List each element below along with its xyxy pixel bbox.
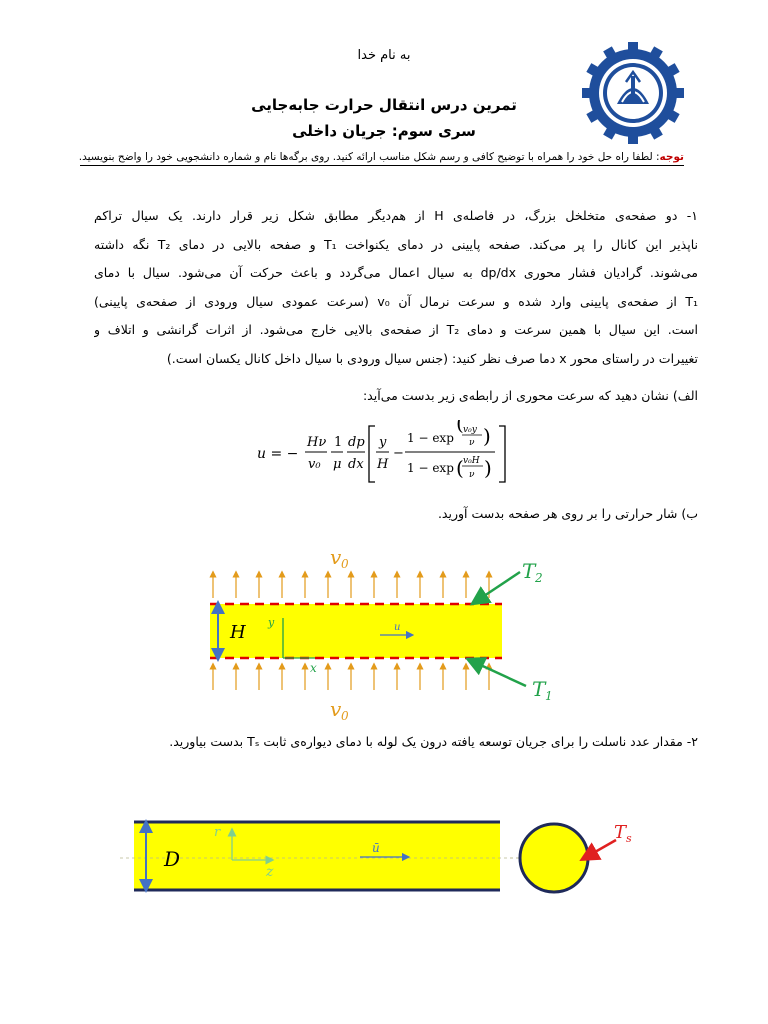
ts-pointer-arrow [588,840,616,856]
z-axis-label: z [266,864,274,880]
eq-lhs: u = − [257,446,299,462]
eq-frac3-den: dx [348,457,364,472]
pipe-fluid [134,822,500,890]
eq-paren: ( [456,420,464,435]
eq-big-num: 1 − exp [407,431,454,445]
t2-pointer-arrow [478,572,520,600]
eq-paren: ) [483,424,491,448]
problem1-line: T₁ از صفحه‌ی پایینی وارد شده و سرعت نرمال آن v₀ (سرعت عمودی سیال ورودی از صفحه‌ی پایینی) [94,293,698,309]
problem1-line: ناپذیر این کانال را پر می‌کند. صفحه پایینی در دمای یکنواخت T₁ و صفحه بالایی در دمای T₂ نگه داشته [94,236,698,252]
top-outflow-arrows [213,574,489,598]
x-axis-label: x [310,661,317,675]
v0-bottom-label: v [330,697,342,721]
t1-sub: 1 [545,689,553,703]
t1-pointer-arrow [474,662,526,686]
bottom-inflow-arrows [213,666,489,690]
eq-frac2-num: 1 [334,435,343,450]
channel-fluid [210,604,502,658]
eq-inner-num-top: v₀y [463,425,477,435]
pipe-cross-section [520,824,588,892]
ts-sub: s [626,832,632,845]
problem1-line: ۱- دو صفحه‌ی متخلخل بزرگ، در فاصله‌ی H از هم‌دیگر مطابق شکل زیر قرار دارند. یک سیال تراکم [94,208,698,223]
u-label: u [394,622,401,633]
h-label: H [230,622,246,643]
velocity-equation [255,420,515,486]
eq-frac2-den: μ [333,457,342,472]
problem1-part-b: ب) شار حرارتی را بر روی هر صفحه بدست آورید. [437,506,698,521]
y-axis-label: y [268,616,275,629]
problem1-line: می‌شوند. گرادیان فشار محوری dp/dx به سیال اعمال می‌گردد و باعث حرکت آن می‌شود. سیال با دمای [94,265,698,280]
v0-top-label: v [330,545,342,569]
t2-label: T [522,559,536,583]
problem2-text: ۲- مقدار عدد ناسلت را برای جریان توسعه یافته درون یک لوله با دمای دیواره‌ی ثابت Tₛ بدست بیاورید. [169,734,698,749]
eq-yh-den: H [377,457,389,472]
eq-yh-num: y [379,435,387,450]
course-title: تمرین درس انتقال حرارت جابه‌جایی [251,96,517,114]
instruction-note [80,151,684,166]
note-text: : لطفا راه حل خود را همراه با توضیح کافی و رسم شکل مناسب ارائه کنید. روی برگه‌ها نام و شماره دانشجویی خود را واضح بنویسید. [78,151,660,163]
problem1-part-a: الف) نشان دهید که سرعت محوری از رابطه‌ی زیر بدست می‌آید: [362,388,698,403]
eq-frac1-den: v₀ [308,457,321,472]
eq-inner-num-bot: ν [469,438,475,448]
problem1-line: است. این سیال با همین سرعت و دمای T₂ از صفحه‌ی بالایی خارج می‌شود. از اثرات گرانشی و اتلاف و [94,322,698,337]
problem1-line: تغییرات در راستای محور x دما صرف نظر کنید: (جنس سیال ورودی با سیال داخل کانال یکسان است.) [166,350,698,366]
eq-left-bracket [369,426,375,482]
d-label: D [164,847,181,871]
channel-figure [180,538,580,726]
ts-label: T [614,822,627,843]
eq-right-bracket [499,426,505,482]
bismillah: به نام خدا [357,48,411,63]
v0-top-sub: 0 [341,557,349,571]
v0-bottom-sub: 0 [341,709,349,723]
t1-label: T [532,677,546,701]
r-axis-label: r [214,825,221,840]
eq-inner-den-top: v₀H [463,456,480,466]
pipe-figure [120,810,680,900]
note-label: توجه [659,151,684,163]
eq-inner-den-bot: ν [469,470,475,480]
u-bar-label: ū [372,841,380,855]
eq-paren: ( [456,456,464,480]
eq-big-den: 1 − exp [407,461,454,475]
problem1-paragraph [94,202,698,373]
t2-sub: 2 [535,571,543,585]
eq-frac3-num: dp [348,435,365,450]
eq-frac1-num: Hν [307,435,327,450]
eq-paren: ) [484,456,492,480]
eq-minus: − [393,446,404,461]
series-title: سری سوم: جریان داخلی [292,122,476,140]
